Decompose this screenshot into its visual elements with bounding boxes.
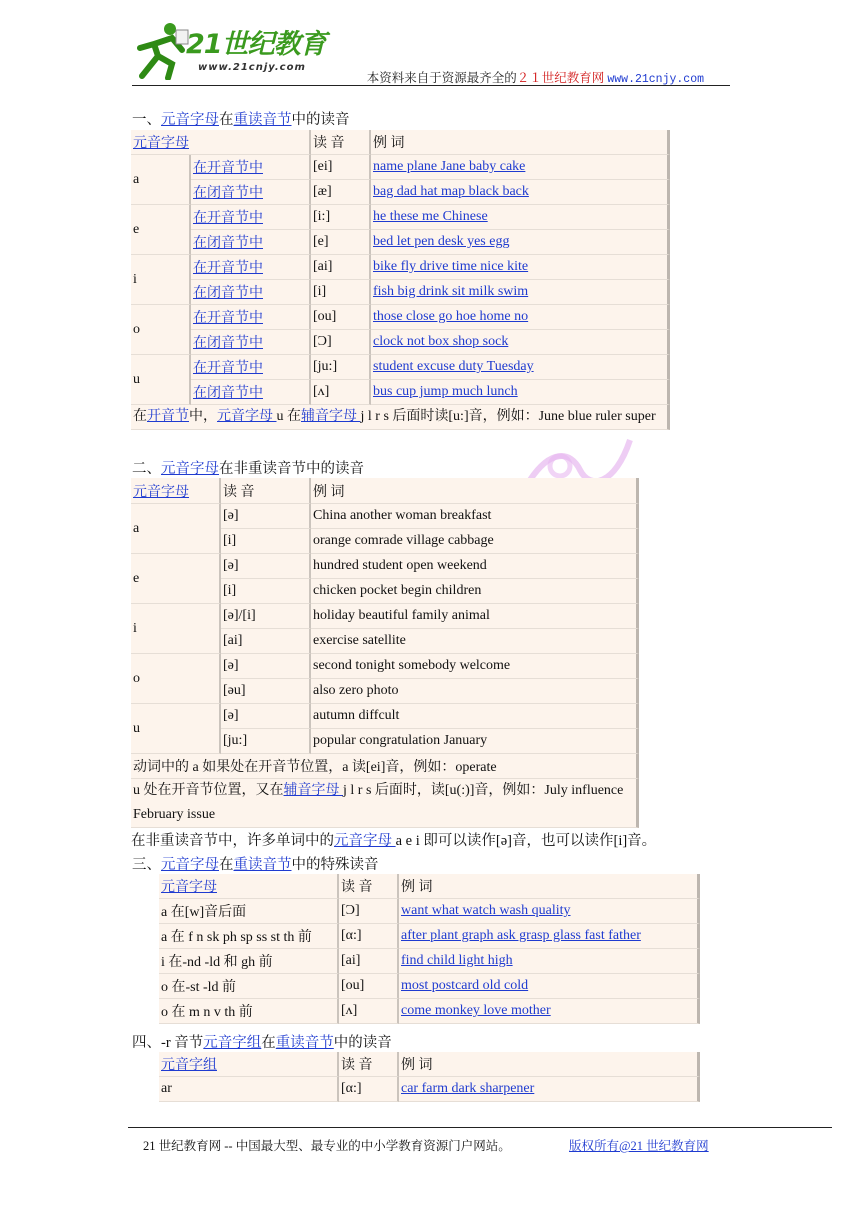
note-row bbox=[131, 405, 670, 430]
table-row bbox=[159, 974, 700, 999]
example-cell-link[interactable]: after plant graph ask grasp glass fast father bbox=[401, 928, 641, 943]
note-row bbox=[131, 779, 639, 828]
example-cell-link[interactable]: find child light high bbox=[401, 953, 513, 968]
col-header-vowel[interactable]: 元音字组 bbox=[159, 1052, 339, 1077]
example-cell: also zero photo bbox=[311, 679, 639, 704]
vowel-cell: o bbox=[131, 305, 191, 355]
table-row bbox=[131, 230, 670, 255]
col-header-vowel[interactable]: 元音字母 bbox=[131, 478, 221, 504]
section2-heading bbox=[132, 457, 364, 478]
sound-cell: [ou] bbox=[339, 974, 399, 999]
syllable-cell-link[interactable]: 在开音节中 bbox=[193, 311, 263, 326]
sound-cell: [ə] bbox=[221, 704, 311, 729]
table-row bbox=[131, 205, 670, 230]
note-cell bbox=[131, 779, 639, 828]
glossary-link[interactable]: 重读音节 bbox=[233, 857, 292, 873]
text-segment: 在 bbox=[219, 112, 234, 128]
sound-cell: [Ɔ] bbox=[339, 899, 399, 924]
condition-cell: a 在 f n sk ph sp ss st th 前 bbox=[159, 924, 339, 949]
vowel-cell: u bbox=[131, 704, 221, 754]
text-segment: 在 bbox=[219, 857, 234, 873]
col-header-example: 例 词 bbox=[311, 478, 639, 504]
sound-cell: [ʌ] bbox=[311, 380, 371, 405]
vowel-cell: i bbox=[131, 604, 221, 654]
sound-cell: [α:] bbox=[339, 1077, 399, 1102]
table-row bbox=[131, 180, 670, 205]
page-header bbox=[132, 18, 730, 86]
example-cell: hundred student open weekend bbox=[311, 554, 639, 579]
header-note-site: ２１世纪教育网 bbox=[516, 71, 605, 85]
example-cell: autumn diffcult bbox=[311, 704, 639, 729]
footer-left: 21 世纪教育网 -- 中国最大型、最专业的中小学教育资源门户网站。 bbox=[143, 1139, 511, 1153]
example-cell-link[interactable]: clock not box shop sock bbox=[373, 334, 509, 349]
example-cell[interactable] bbox=[399, 999, 700, 1024]
example-cell-link[interactable]: name plane Jane baby cake bbox=[373, 159, 526, 174]
section3-heading bbox=[132, 853, 379, 874]
example-cell[interactable] bbox=[371, 230, 670, 255]
text-segment: 在非重读音节中，许多单词中的 bbox=[131, 833, 334, 849]
example-cell[interactable] bbox=[371, 180, 670, 205]
condition-cell: o 在 m n v th 前 bbox=[159, 999, 339, 1024]
sound-cell: [ai] bbox=[221, 629, 311, 654]
table-row bbox=[159, 899, 700, 924]
syllable-cell[interactable] bbox=[191, 380, 311, 405]
vowel-cell: o bbox=[131, 654, 221, 704]
sound-cell: [ə]/[i] bbox=[221, 604, 311, 629]
sound-cell: [e] bbox=[311, 230, 371, 255]
section4-heading bbox=[132, 1031, 392, 1052]
example-cell-link[interactable]: most postcard old cold bbox=[401, 978, 529, 993]
syllable-cell[interactable] bbox=[191, 180, 311, 205]
sound-cell: [α:] bbox=[339, 924, 399, 949]
runner-logo-icon bbox=[132, 20, 192, 80]
logo-text: 21世纪教育 bbox=[186, 29, 326, 60]
glossary-link[interactable]: 开音节 bbox=[147, 409, 189, 424]
example-cell[interactable] bbox=[371, 305, 670, 330]
sound-cell: [i:] bbox=[311, 205, 371, 230]
example-cell-link[interactable]: car farm dark sharpener bbox=[401, 1081, 535, 1096]
text-segment: 中， bbox=[189, 409, 217, 424]
table-row bbox=[131, 704, 639, 729]
vowel-cell: u bbox=[131, 355, 191, 405]
sound-cell: [i] bbox=[221, 579, 311, 604]
example-cell: orange comrade village cabbage bbox=[311, 529, 639, 554]
note-cell: 动词中的 a 如果处在开音节位置，a 读[ei]音，例如：operate bbox=[131, 754, 639, 779]
example-cell-link[interactable]: student excuse duty Tuesday bbox=[373, 359, 534, 374]
page-footer bbox=[143, 1136, 709, 1154]
glossary-link[interactable]: 辅音字母 bbox=[301, 409, 361, 424]
col-header-sound: 读 音 bbox=[311, 130, 371, 155]
header-note bbox=[367, 68, 704, 86]
syllable-cell-link[interactable]: 在闭音节中 bbox=[193, 186, 263, 201]
example-cell-link[interactable]: bed let pen desk yes egg bbox=[373, 234, 510, 249]
example-cell-link[interactable]: those close go hoe home no bbox=[373, 309, 529, 324]
example-cell-link[interactable]: want what watch wash quality bbox=[401, 903, 571, 918]
syllable-cell-link[interactable]: 在开音节中 bbox=[193, 161, 263, 176]
example-cell: second tonight somebody welcome bbox=[311, 654, 639, 679]
condition-cell: ar bbox=[159, 1077, 339, 1102]
syllable-cell[interactable] bbox=[191, 355, 311, 380]
glossary-link[interactable]: 元音字母 bbox=[217, 409, 277, 424]
table-row bbox=[131, 255, 670, 280]
text-segment: 在非重读音节中的读音 bbox=[219, 461, 364, 477]
header-note-prefix: 本资料来自于资源最齐全的 bbox=[366, 71, 517, 85]
syllable-cell[interactable] bbox=[191, 330, 311, 355]
col-header-example: 例 词 bbox=[371, 130, 670, 155]
section3-table bbox=[159, 874, 700, 1024]
table-row bbox=[131, 604, 639, 629]
example-cell[interactable] bbox=[399, 899, 700, 924]
glossary-link[interactable]: 辅音字母 bbox=[283, 783, 343, 798]
example-cell[interactable] bbox=[371, 380, 670, 405]
glossary-link[interactable]: 元音字母 bbox=[334, 833, 396, 849]
syllable-cell-link[interactable]: 在闭音节中 bbox=[193, 386, 263, 401]
text-segment: 四、-r 音节 bbox=[132, 1035, 204, 1051]
syllable-cell-link[interactable]: 在开音节中 bbox=[193, 211, 263, 226]
text-segment: 三、 bbox=[132, 857, 161, 873]
text-segment: 中的读音 bbox=[291, 112, 350, 128]
glossary-link[interactable]: 重读音节 bbox=[275, 1035, 334, 1051]
example-cell-link[interactable]: fish big drink sit milk swim bbox=[373, 284, 529, 299]
example-cell[interactable] bbox=[371, 255, 670, 280]
text-segment: 中的特殊读音 bbox=[291, 857, 379, 873]
text-segment: u 在 bbox=[276, 409, 301, 424]
sound-cell: [ai] bbox=[311, 255, 371, 280]
col-header-sound: 读 音 bbox=[221, 478, 311, 504]
table-row bbox=[131, 330, 670, 355]
sound-cell: [ju:] bbox=[311, 355, 371, 380]
col-header-vowel[interactable]: 元音字母 bbox=[159, 874, 339, 899]
table-row bbox=[131, 355, 670, 380]
header-divider bbox=[132, 85, 730, 86]
table-row bbox=[159, 999, 700, 1024]
example-cell: holiday beautiful family animal bbox=[311, 604, 639, 629]
syllable-cell[interactable] bbox=[191, 155, 311, 180]
vowel-cell: a bbox=[131, 504, 221, 554]
example-cell[interactable] bbox=[371, 355, 670, 380]
example-cell: China another woman breakfast bbox=[311, 504, 639, 529]
text-segment: 二、 bbox=[132, 461, 161, 477]
example-cell-link[interactable]: come monkey love mother bbox=[401, 1003, 551, 1018]
col-header-vowel[interactable]: 元音字母 bbox=[131, 130, 311, 155]
vowel-cell: e bbox=[131, 205, 191, 255]
example-cell[interactable] bbox=[399, 974, 700, 999]
syllable-cell-link[interactable]: 在开音节中 bbox=[193, 261, 263, 276]
table-row bbox=[131, 280, 670, 305]
col-header-sound: 读 音 bbox=[339, 874, 399, 899]
logo-url: www.21cnjy.com bbox=[198, 62, 306, 73]
sound-cell: [ʌ] bbox=[339, 999, 399, 1024]
condition-cell: a 在[w]音后面 bbox=[159, 899, 339, 924]
condition-cell: o 在-st -ld 前 bbox=[159, 974, 339, 999]
col-header-example: 例 词 bbox=[399, 874, 700, 899]
example-cell[interactable] bbox=[399, 949, 700, 974]
sound-cell: [əu] bbox=[221, 679, 311, 704]
table-row bbox=[159, 1077, 700, 1102]
text-segment: u 处在开音节位置，又在 bbox=[133, 783, 284, 798]
section1-heading bbox=[132, 108, 350, 129]
example-cell: exercise satellite bbox=[311, 629, 639, 654]
vowel-cell: i bbox=[131, 255, 191, 305]
condition-cell: i 在-nd -ld 和 gh 前 bbox=[159, 949, 339, 974]
table-row bbox=[131, 380, 670, 405]
note-cell bbox=[131, 405, 670, 430]
syllable-cell[interactable] bbox=[191, 205, 311, 230]
example-cell: chicken pocket begin children bbox=[311, 579, 639, 604]
example-cell[interactable] bbox=[399, 924, 700, 949]
example-cell[interactable] bbox=[371, 330, 670, 355]
text-segment: 一、 bbox=[132, 112, 161, 128]
syllable-cell[interactable] bbox=[191, 305, 311, 330]
table-row bbox=[131, 504, 639, 529]
table-row bbox=[131, 305, 670, 330]
example-cell-link[interactable]: bag dad hat map black back bbox=[373, 184, 529, 199]
syllable-cell[interactable] bbox=[191, 255, 311, 280]
table-row bbox=[131, 155, 670, 180]
syllable-cell[interactable] bbox=[191, 280, 311, 305]
note-row bbox=[131, 754, 639, 779]
glossary-link[interactable]: 元音字母 bbox=[161, 461, 219, 477]
glossary-link[interactable]: 元音字母 bbox=[161, 112, 219, 128]
footer-divider bbox=[128, 1127, 832, 1128]
footer-copyright-link[interactable]: 版权所有@21 世纪教育网 bbox=[569, 1139, 709, 1153]
text-segment: j l r s 后面时读[u:]音，例如：June blue ruler super bbox=[360, 409, 656, 424]
sound-cell: [i] bbox=[221, 529, 311, 554]
text-segment: 在 bbox=[133, 409, 147, 424]
sound-cell: [i] bbox=[311, 280, 371, 305]
sound-cell: [ə] bbox=[221, 554, 311, 579]
sound-cell: [ə] bbox=[221, 654, 311, 679]
syllable-cell-link[interactable]: 在闭音节中 bbox=[193, 336, 263, 351]
text-segment: 在 bbox=[261, 1035, 276, 1051]
vowel-cell: a bbox=[131, 155, 191, 205]
section1-table bbox=[131, 130, 670, 430]
example-cell[interactable] bbox=[399, 1077, 700, 1102]
example-cell[interactable] bbox=[371, 155, 670, 180]
glossary-link[interactable]: 元音字母 bbox=[161, 857, 219, 873]
col-header-sound: 读 音 bbox=[339, 1052, 399, 1077]
example-cell-link[interactable]: bike fly drive time nice kite bbox=[373, 259, 529, 274]
text-segment: a e i 即可以读作[ə]音，也可以读作[i]音。 bbox=[395, 833, 657, 849]
table-row bbox=[131, 654, 639, 679]
glossary-link[interactable]: 重读音节 bbox=[233, 112, 292, 128]
syllable-cell-link[interactable]: 在闭音节中 bbox=[193, 236, 263, 251]
vowel-cell: e bbox=[131, 554, 221, 604]
table-row bbox=[131, 554, 639, 579]
example-cell[interactable] bbox=[371, 280, 670, 305]
section4-table bbox=[159, 1052, 700, 1102]
header-note-url[interactable]: www.21cnjy.com bbox=[607, 73, 704, 86]
sound-cell: [æ] bbox=[311, 180, 371, 205]
example-cell[interactable] bbox=[371, 205, 670, 230]
sound-cell: [Ɔ] bbox=[311, 330, 371, 355]
sound-cell: [ei] bbox=[311, 155, 371, 180]
text-segment: 中的读音 bbox=[333, 1035, 392, 1051]
syllable-cell-link[interactable]: 在闭音节中 bbox=[193, 286, 263, 301]
sound-cell: [ou] bbox=[311, 305, 371, 330]
glossary-link[interactable]: 元音字组 bbox=[203, 1035, 262, 1051]
sound-cell: [ai] bbox=[339, 949, 399, 974]
col-header-example: 例 词 bbox=[399, 1052, 700, 1077]
sound-cell: [ə] bbox=[221, 504, 311, 529]
syllable-cell-link[interactable]: 在开音节中 bbox=[193, 361, 263, 376]
sound-cell: [ju:] bbox=[221, 729, 311, 754]
site-logo[interactable] bbox=[132, 18, 352, 84]
example-cell: popular congratulation January bbox=[311, 729, 639, 754]
example-cell-link[interactable]: he these me Chinese bbox=[373, 209, 488, 224]
table-row bbox=[159, 949, 700, 974]
syllable-cell[interactable] bbox=[191, 230, 311, 255]
example-cell-link[interactable]: bus cup jump much lunch bbox=[373, 384, 518, 399]
table-row bbox=[159, 924, 700, 949]
section2-footnote bbox=[131, 829, 656, 850]
section2-table bbox=[131, 478, 639, 828]
text-segment: j l r s 后面时，读[u(:)]音，例如：July influence February issue bbox=[133, 783, 624, 822]
